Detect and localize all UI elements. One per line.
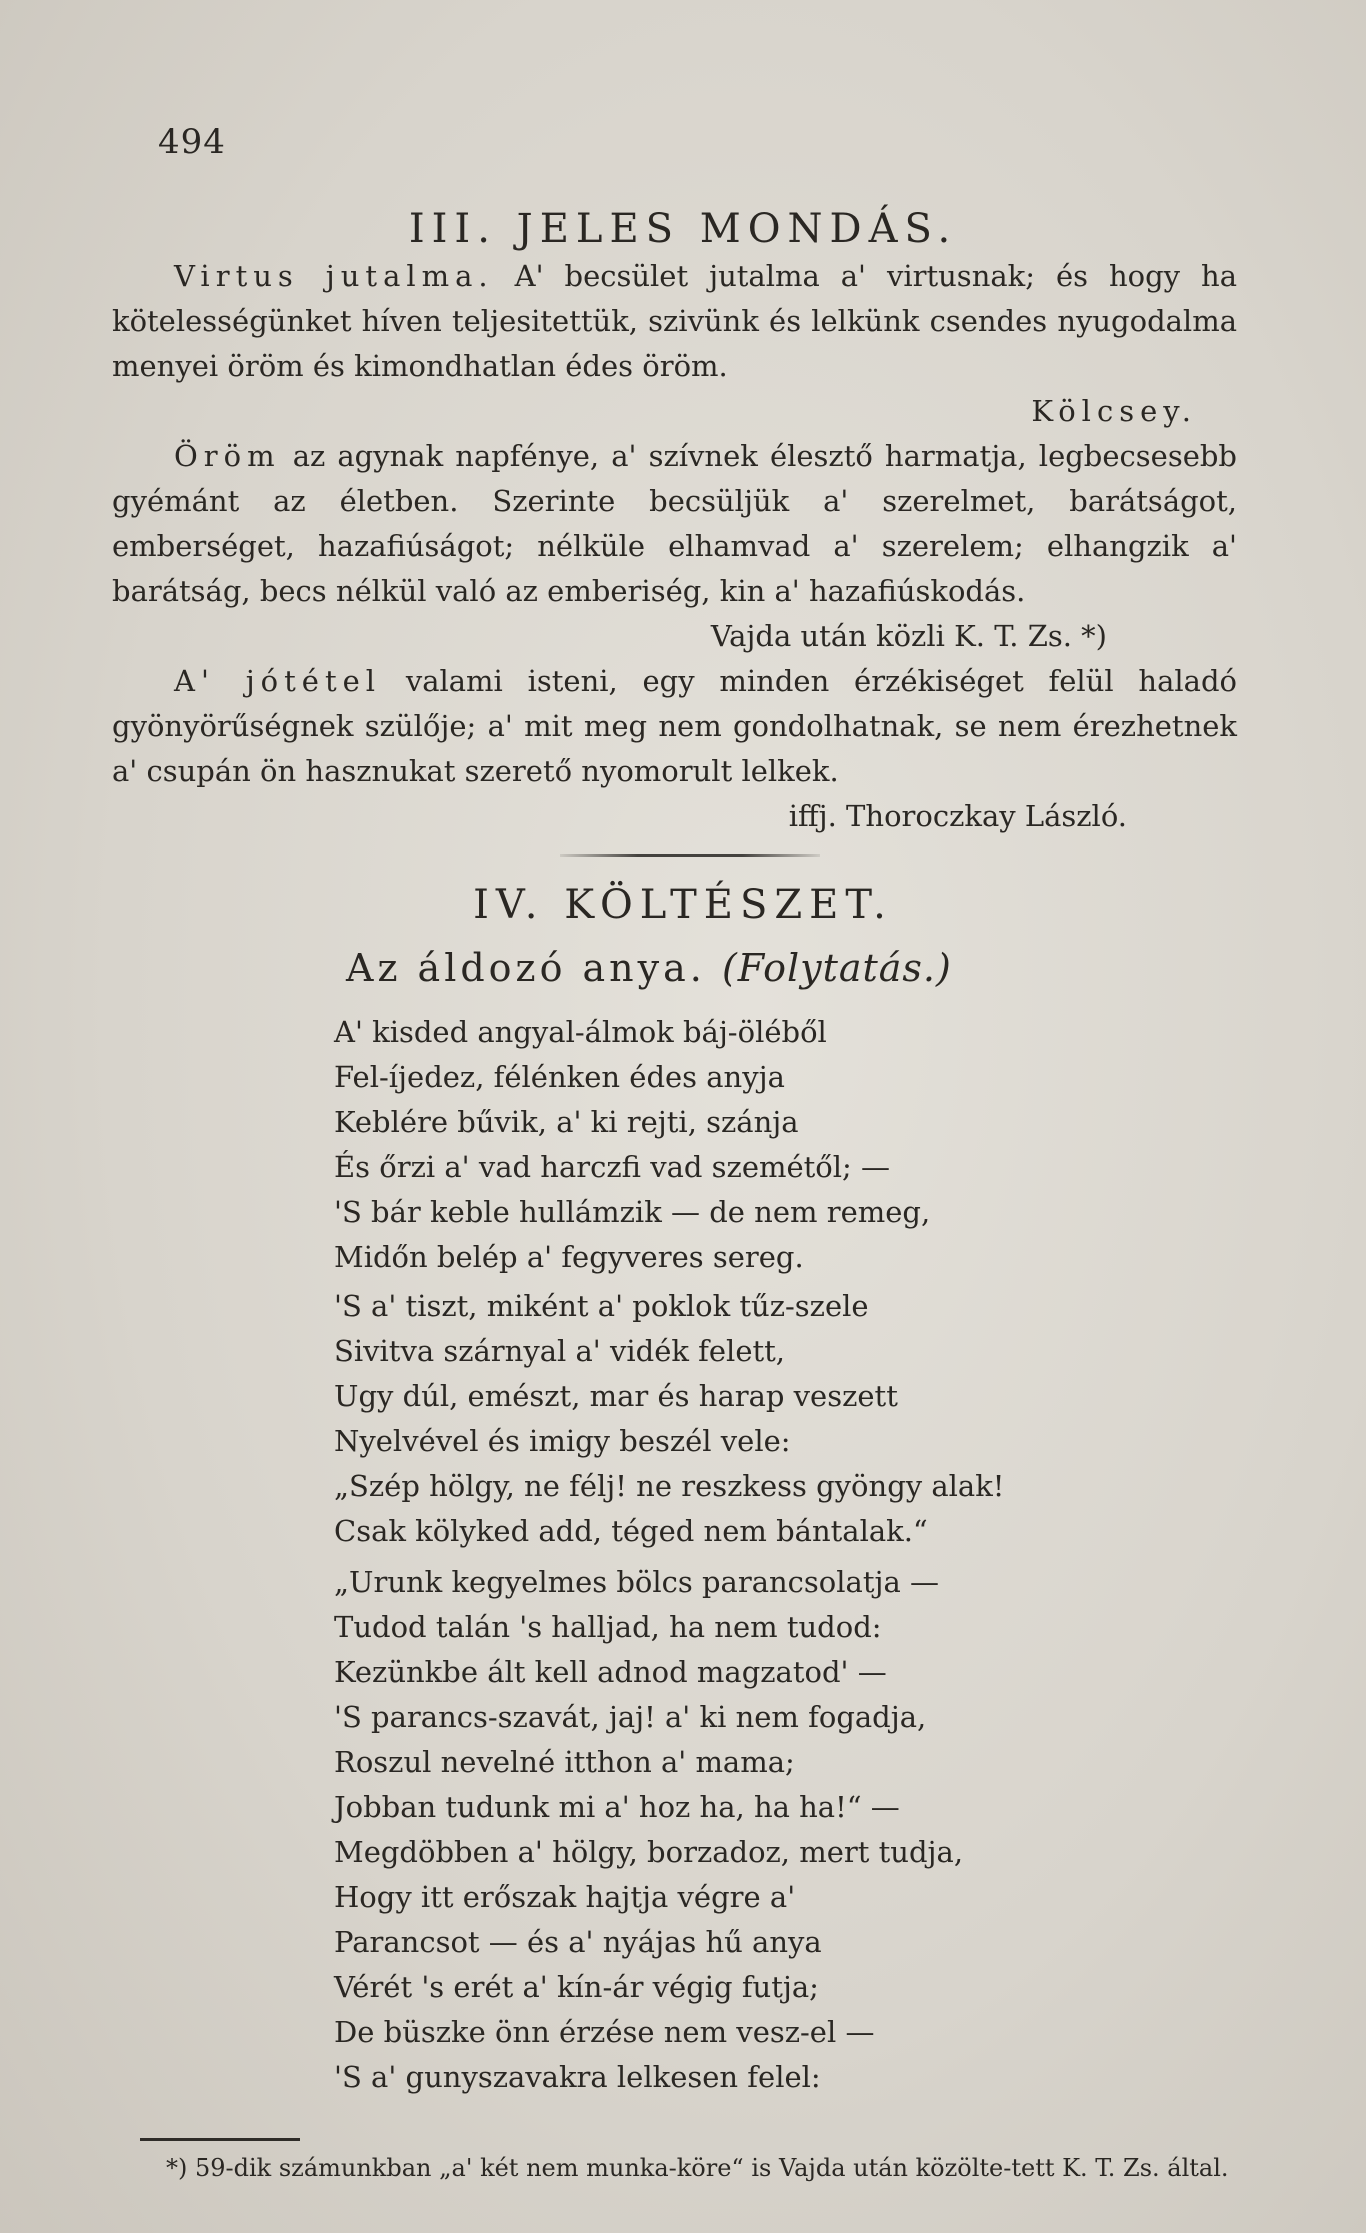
verse-line: A' kisded angyal-álmok báj-öléből — [334, 1015, 827, 1049]
author-kolcsey: Kölcsey. — [1031, 394, 1197, 428]
footnote-rule — [140, 2138, 300, 2141]
entry-text: A' becsület jutalma a' virtusnak; és hogy ha kötelességünket híven teljesitettük, szivünk és lelkünk csendes nyugodalma menyei öröm és kimondhatlan édes öröm. — [112, 259, 1237, 383]
verse-line: Roszul nevelné itthon a' mama; — [334, 1745, 795, 1779]
entry-lead: A' jótétel — [174, 664, 382, 698]
attribution-vajda: Vajda után közli K. T. Zs. *) — [710, 619, 1107, 653]
footnote: *) 59-dik számunkban „a' két nem munka-köre“ is Vajda után közölte-tett K. T. Zs. által. — [166, 2154, 1229, 2182]
verse-line: Hogy itt erőszak hajtja végre a' — [334, 1880, 796, 1914]
verse-line: 'S a' gunyszavakra lelkesen felel: — [334, 2060, 821, 2094]
verse-line: 'S a' tiszt, miként a' poklok tűz-szele — [334, 1289, 869, 1323]
stanza-4 — [334, 1830, 1234, 2100]
entry-attribution — [112, 614, 1237, 659]
verse-line: Midőn belép a' fegyveres sereg. — [334, 1240, 804, 1274]
verse-line: „Urunk kegyelmes bölcs parancsolatja — — [334, 1565, 939, 1599]
entry-jotetel — [112, 659, 1237, 794]
verse-line: Kezünkbe ált kell adnod magzatod' — — [334, 1655, 887, 1689]
verse-line: Megdöbben a' hölgy, borzadoz, mert tudja, — [334, 1835, 964, 1869]
entry-lead: Öröm — [174, 439, 281, 473]
verse-line: Keblére bűvik, a' ki rejti, szánja — [334, 1105, 799, 1139]
poem-title-text: Az áldozó anya. — [346, 946, 706, 990]
section3-prose — [112, 254, 1237, 839]
stanza-2 — [334, 1284, 1234, 1554]
verse-line: Jobban tudunk mi a' hoz ha, ha ha!“ — — [334, 1790, 900, 1824]
poem-title — [346, 946, 952, 990]
verse-line: Sivitva szárnyal a' vidék felett, — [334, 1334, 786, 1368]
section-title-kolteszet: IV. KÖLTÉSZET. — [473, 882, 893, 928]
verse-line: Ugy dúl, emészt, mar és harap veszett — [334, 1379, 898, 1413]
page-number: 494 — [158, 122, 226, 162]
stanza-1 — [334, 1010, 1234, 1280]
entry-author — [112, 794, 1237, 839]
verse-line: 'S bár keble hullámzik — de nem remeg, — [334, 1195, 931, 1229]
verse-line: Csak kölyked add, téged nem bántalak.“ — [334, 1514, 928, 1548]
verse-line: De büszke önn érzése nem vesz-el — — [334, 2015, 875, 2049]
entry-lead: Virtus jutalma. — [174, 259, 494, 293]
verse-line: És őrzi a' vad harczfi vad szemétől; — — [334, 1150, 891, 1184]
section-divider — [560, 854, 820, 857]
stanza-3 — [334, 1560, 1234, 1830]
verse-line: Vérét 's erét a' kín-ár végig futja; — [334, 1970, 819, 2004]
poem-continuation-note: (Folytatás.) — [721, 946, 952, 990]
verse-line: Parancsot — és a' nyájas hű anya — [334, 1925, 822, 1959]
verse-line: Tudod talán 's halljad, ha nem tudod: — [334, 1610, 882, 1644]
verse-line: Nyelvével és imigy beszél vele: — [334, 1424, 791, 1458]
section-title-jeles-mondas: III. JELES MONDÁS. — [408, 206, 958, 252]
entry-text: az agynak napfénye, a' szívnek élesztő harmatja, legbecsesebb gyémánt az életben. Szerinte becsüljük a' szerelmet, barátságot, emberséget, hazafiúságot; nélküle elhamvad a' szerelem; elhangzik a' barátság, becs nélkül való az emberiség, kin a' hazafiúskodás. — [112, 439, 1237, 608]
author-thoroczkay: iffj. Thoroczkay László. — [788, 799, 1127, 833]
entry-orom — [112, 434, 1237, 614]
entry-virtus-jutalma — [112, 254, 1237, 389]
entry-text: valami isteni, egy minden érzékiséget felül haladó gyönyörűségnek szülője; a' mit meg nem gondolhatnak, se nem érezhetnek a' csupán ön hasznukat szerető nyomorult lelkek. — [112, 664, 1237, 788]
verse-line: 'S parancs-szavát, jaj! a' ki nem fogadja, — [334, 1700, 927, 1734]
verse-line: „Szép hölgy, ne félj! ne reszkess gyöngy alak! — [334, 1469, 1005, 1503]
entry-author — [112, 389, 1237, 434]
verse-line: Fel-íjedez, félénken édes anyja — [334, 1060, 785, 1094]
